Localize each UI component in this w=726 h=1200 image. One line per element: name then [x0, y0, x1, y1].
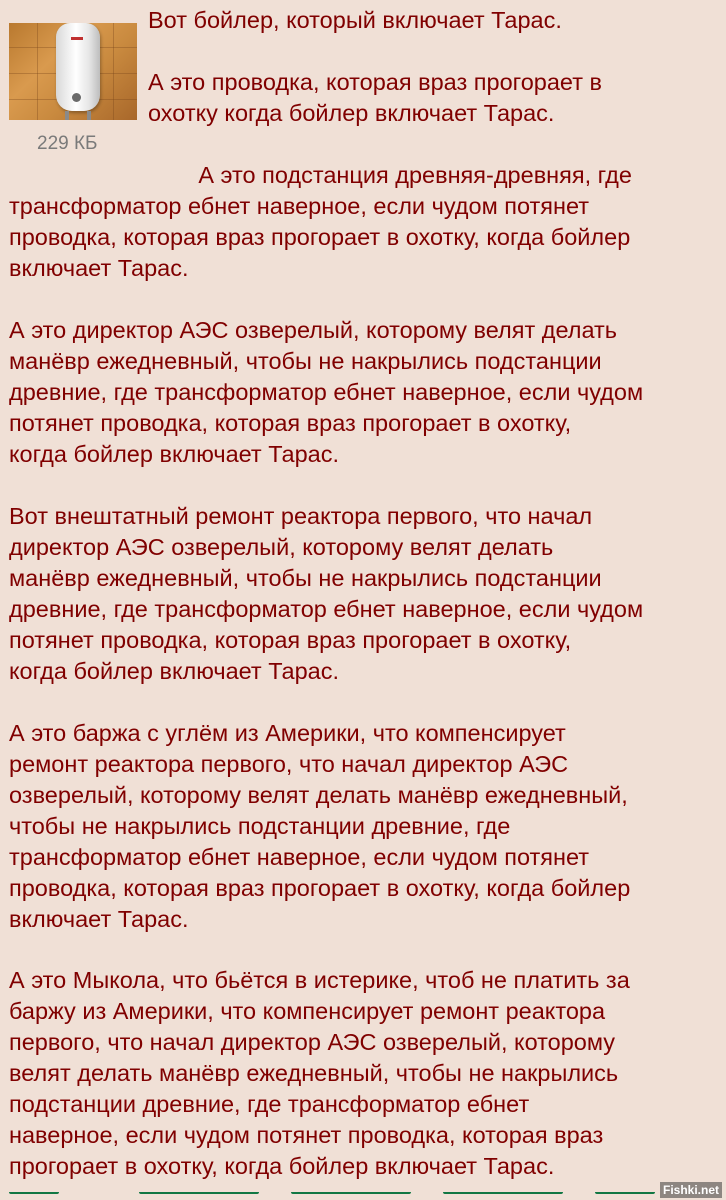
reply-link-fragment[interactable] — [139, 1192, 259, 1194]
boiler-thermostat-knob — [72, 93, 81, 102]
attached-image-thumbnail[interactable] — [9, 23, 137, 120]
image-file-size: 229 КБ — [37, 133, 98, 154]
post-paragraph-1: Вот бойлер, который включает Тарас. — [148, 7, 562, 33]
watermark: Fishki.net — [660, 1182, 722, 1198]
post-paragraph-4: А это директор АЭС озверелый, которому велят делать манёвр ежедневный, чтобы не накрылись подстанции древние, где трансформатор ебнет наверное, если чудом потянет проводка, которая враз прогорает в охотку, когда бойлер включает Тарас. — [9, 317, 644, 467]
reply-links-cutoff — [9, 1192, 659, 1200]
reply-link-fragment[interactable] — [291, 1192, 411, 1194]
reply-link-fragment[interactable] — [9, 1192, 59, 1194]
post-paragraph-7: А это Мыкола, что бьётся в истерике, чтоб не платить за баржу из Америки, что компенсирует ремонт реактора первого, что начал директор АЭС озверелый, которому велят делать манёвр ежедневный, чтобы не накрылись подстанции древние, где трансформатор ебнет наверное, если чудом потянет проводка, которая враз прогорает в охотку, когда бойлер включает Тарас. — [9, 967, 630, 1179]
post-paragraph-3: А это подстанция древняя-древняя, где трансформатор ебнет наверное, если чудом потянет проводка, которая враз прогорает в охотку, когда бойлер включает Тарас. — [9, 162, 632, 281]
boiler-brand-mark — [71, 37, 83, 40]
reply-link-fragment[interactable] — [595, 1192, 655, 1194]
reply-link-fragment[interactable] — [443, 1192, 563, 1194]
post-paragraph-5: Вот внештатный ремонт реактора первого, что начал директор АЭС озверелый, которому велят делать манёвр ежедневный, чтобы не накрылись подстанции древние, где трансформатор ебнет наверное, если чудом потянет проводка, которая враз прогорает в охотку, когда бойлер включает Тарас. — [9, 503, 644, 684]
post-paragraph-2: А это проводка, которая враз прогорает в охотку когда бойлер включает Тарас. — [148, 69, 602, 126]
boiler-pipe — [65, 111, 69, 120]
post-paragraph-6: А это баржа с углём из Америки, что компенсирует ремонт реактора первого, что начал директор АЭС озверелый, которому велят делать манёвр ежедневный, чтобы не накрылись подстанции древние, где трансформатор ебнет наверное, если чудом потянет проводка, которая враз прогорает в охотку, когда бойлер включает Тарас. — [9, 720, 631, 932]
boiler-pipe — [87, 111, 91, 120]
